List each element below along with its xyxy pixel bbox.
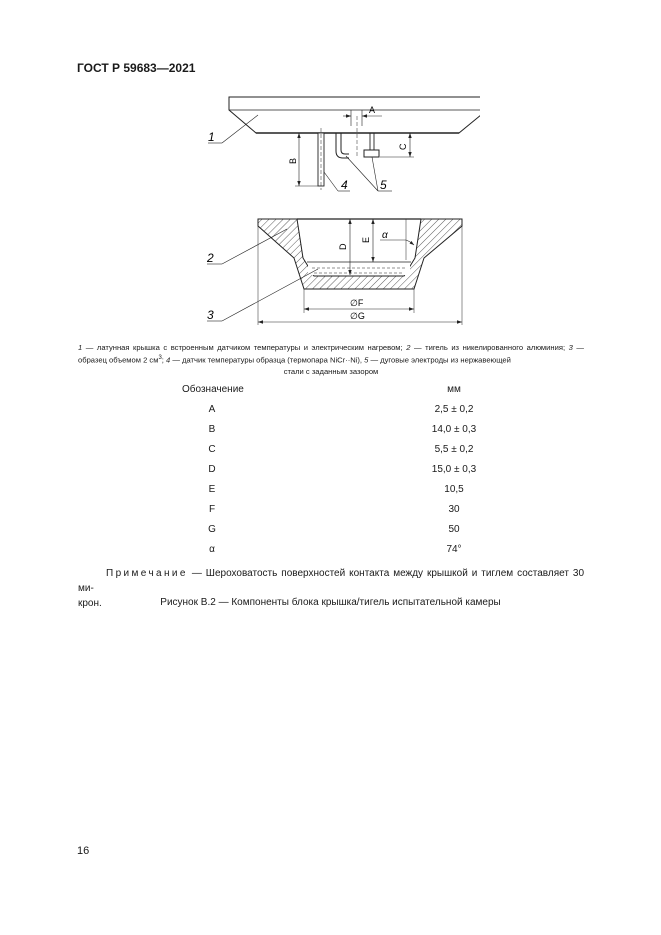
- table-cell-value: 10,5: [444, 484, 464, 495]
- table-cell-symbol: G: [208, 524, 216, 535]
- dimension-e-label: E: [361, 236, 371, 243]
- crucible-wall: [258, 219, 462, 289]
- table-row: [182, 404, 502, 424]
- dimension-c-label: C: [398, 143, 408, 150]
- table-row: [182, 504, 502, 524]
- table-row: [182, 544, 502, 564]
- table-cell-value: 50: [448, 524, 460, 535]
- table-cell-value: 30: [448, 504, 460, 515]
- legend-num-5: 5: [364, 355, 369, 365]
- table-cell-symbol: C: [208, 444, 216, 455]
- crucible-lid-figure: [190, 92, 480, 332]
- legend-text-4: — датчик температуры образца (термопара NiCr··Ni),: [170, 355, 365, 365]
- dimensions-table: [182, 384, 502, 564]
- table-cell-symbol: E: [208, 484, 216, 495]
- legend-text-1: — латунная крышка с встроенным датчиком температуры и электрическим нагревом;: [82, 343, 407, 352]
- legend-text-5: — дуговые электроды из нержавеющей: [368, 355, 511, 365]
- note-label: Примечание: [106, 568, 188, 579]
- crucible-drawing: [206, 219, 462, 325]
- callout-4: 4: [341, 178, 348, 192]
- legend-num-4: 4: [166, 355, 171, 365]
- table-cell-value: 74°: [446, 544, 462, 555]
- table-cell-symbol: D: [208, 464, 216, 475]
- note-dash: —: [187, 568, 206, 579]
- legend-sup-3: 3: [158, 355, 162, 361]
- callout-1: 1: [208, 130, 215, 144]
- table-header-unit: мм: [447, 384, 461, 395]
- legend-text-2: — тигель из никелированного алюминия;: [410, 343, 566, 352]
- dimension-f-label: ∅F: [350, 298, 364, 308]
- table-cell-value: 14,0 ± 0,3: [431, 424, 477, 435]
- lid-body: [229, 97, 480, 133]
- table-row: [182, 524, 502, 544]
- table-cell-symbol: B: [208, 424, 216, 435]
- dimension-b-label: B: [288, 157, 298, 164]
- table-row: [182, 464, 502, 484]
- legend-text-3b: ;: [161, 355, 167, 365]
- table-cell-symbol: α: [209, 544, 215, 555]
- note-line-2: крон.: [78, 598, 102, 609]
- table-cell-value: 2,5 ± 0,2: [434, 404, 474, 415]
- dimension-g-label: ∅G: [350, 311, 365, 321]
- table-cell-value: 5,5 ± 0,2: [434, 444, 474, 455]
- callout-2: 2: [207, 251, 214, 265]
- dimension-a-label: A: [369, 105, 376, 115]
- figure-caption: Рисунок В.2 — Компоненты блока крышка/тигель испытательной камеры: [160, 597, 501, 608]
- legend-num-3: 3: [568, 343, 573, 352]
- lid-drawing: [208, 97, 480, 192]
- table-header-symbol: Обозначение: [182, 384, 244, 395]
- dimension-d-label: D: [338, 243, 348, 250]
- legend-num-1: 1: [78, 343, 83, 352]
- table-cell-symbol: F: [208, 504, 216, 515]
- arc-electrode-right: [364, 150, 379, 157]
- callout-5: 5: [380, 178, 387, 192]
- legend-num-2: 2: [406, 343, 411, 352]
- legend-text-3: — образец объемом 2 см: [78, 343, 584, 365]
- legend-text-6: стали с заданным зазором: [283, 366, 379, 376]
- page-number: 16: [77, 845, 90, 857]
- table-row: [182, 424, 502, 444]
- figure-legend: [78, 342, 584, 377]
- table-cell-value: 15,0 ± 0,3: [431, 464, 477, 475]
- note-line-1: Шероховатость поверхностей контакта между крышкой и тиглем составляет 30 ми-: [78, 568, 584, 594]
- angle-alpha-label: α: [382, 230, 388, 241]
- table-cell-symbol: A: [208, 404, 216, 415]
- table-row: [182, 444, 502, 464]
- table-header-row: [182, 384, 502, 404]
- table-row: [182, 484, 502, 504]
- document-header: ГОСТ Р 59683—2021: [77, 61, 196, 75]
- callout-3: 3: [207, 308, 214, 322]
